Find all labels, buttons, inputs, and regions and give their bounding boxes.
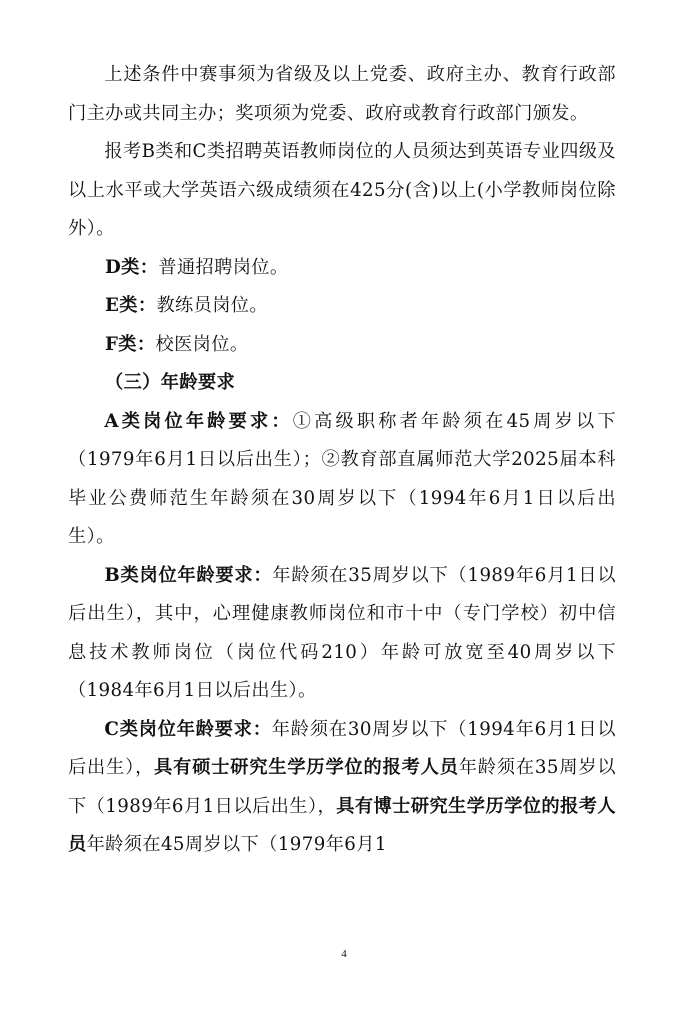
b-age-label: B类岗位年龄要求： (104, 564, 273, 586)
paragraph-a-age (68, 403, 616, 557)
category-d-label: D类： (105, 256, 159, 278)
paragraph-b-age (68, 557, 616, 711)
category-e-label: E类： (105, 295, 157, 316)
document-body (68, 56, 616, 865)
paragraph-english-requirement: 报考B类和C类招聘英语教师岗位的人员须达到英语专业四级及以上水平或大学英语六级成绩须在425分(含)以上(小学教师岗位除外）。 (68, 141, 616, 239)
paragraph-competition-conditions: 上述条件中赛事须为省级及以上党委、政府主办、教育行政部门主办或共同主办；奖项须为党委、政府或教育行政部门颁发。 (68, 64, 616, 124)
category-f-label: F类： (105, 333, 156, 355)
b-age-text: 年龄须在35周岁以下（1989年6月1日以后出生），其中，心理健康教师岗位和市十中（专门学校）初中信息技术教师岗位（岗位代码210）年龄可放宽至40周岁以下（1984年6月1日以后出生）。 (68, 564, 616, 701)
c-age-label: C类岗位年龄要求： (104, 718, 272, 740)
a-age-label: A类岗位年龄要求： (104, 410, 293, 432)
section-heading-age: （三）年龄要求 (105, 372, 236, 393)
category-e-text: 教练员岗位。 (156, 295, 268, 316)
category-f-text: 校医岗位。 (155, 333, 249, 355)
paragraph-c-age (68, 711, 616, 865)
a-age-text: ①高级职称者年龄须在45周岁以下（1979年6月1日以后出生）；②教育部直属师范大学2025届本科毕业公费师范生年龄须在30周岁以下（1994年6月1日以后出生）。 (68, 410, 616, 547)
page-number: 4 (341, 948, 347, 960)
category-d-text: 普通招聘岗位。 (158, 256, 289, 278)
c-age-bold-doctor: 具有博士研究生学历学位的报考人员 (68, 795, 616, 855)
c-age-text-2: 年龄须在35周岁以下（1989年6月1日以后出生）， (68, 757, 616, 817)
c-age-text-3: 年龄须在45周岁以下（1979年6月1 (86, 834, 387, 855)
category-f-item (68, 326, 616, 365)
category-e-item (68, 287, 616, 326)
c-age-text-1: 年龄须在30周岁以下（1994年6月1日以后出生）， (68, 718, 616, 778)
c-age-bold-master: 具有硕士研究生学历学位的报考人员 (154, 757, 459, 778)
category-d-item (68, 249, 616, 288)
